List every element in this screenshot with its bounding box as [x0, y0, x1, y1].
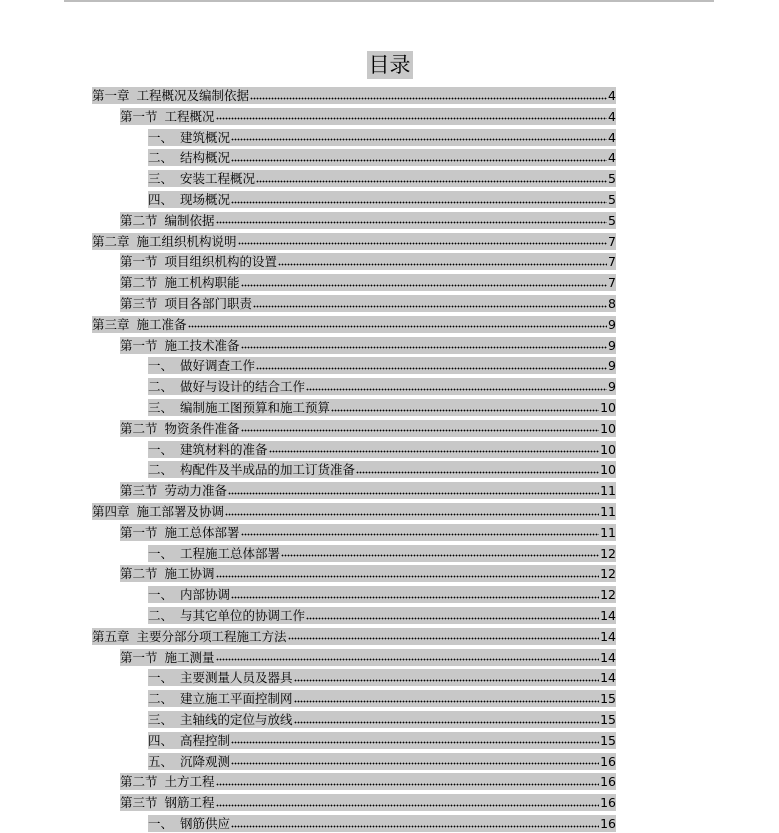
toc-entry-label — [148, 399, 330, 416]
toc-entry-number: 一、 — [148, 441, 174, 457]
toc-entry-page-number: 14 — [600, 670, 616, 686]
toc-entry-text: 项目各部门职责 — [164, 296, 253, 311]
toc-entry-number: 三、 — [148, 171, 174, 187]
dot-leader — [216, 658, 600, 662]
dot-leader — [288, 637, 600, 641]
toc-entry-number: 四、 — [148, 732, 174, 748]
toc-entry[interactable] — [120, 773, 616, 790]
toc-entry[interactable] — [148, 170, 616, 187]
toc-entry-page-number: 7 — [608, 275, 616, 291]
dot-leader — [231, 200, 607, 204]
toc-entry-text: 钢筋供应 — [180, 816, 231, 831]
toc-entry-text: 做好调查工作 — [180, 358, 256, 374]
toc-entry-number: 第一节 — [120, 649, 158, 665]
toc-entry-text: 主要测量人员及器具 — [180, 670, 293, 686]
dot-leader — [269, 450, 600, 454]
toc-entry-label — [92, 87, 249, 104]
toc-entry-page-number: 14 — [600, 608, 616, 623]
toc-entry-page-number: 7 — [608, 254, 616, 270]
toc-entry-page-number: 10 — [600, 420, 616, 436]
toc-entry-label — [148, 191, 230, 208]
toc-entry-number: 第五章 — [92, 628, 130, 644]
toc-entry-page-number: 5 — [608, 171, 616, 187]
toc-entry-label — [120, 649, 215, 666]
dot-leader — [231, 824, 599, 828]
dot-leader — [241, 429, 600, 433]
toc-entry-label — [148, 669, 293, 686]
toc-entry-text: 施工机构职能 — [164, 275, 240, 291]
toc-entry-page-number: 16 — [600, 816, 616, 831]
toc-entry-label — [120, 274, 240, 291]
dot-leader — [253, 304, 607, 308]
toc-entry-number: 第二节 — [120, 420, 158, 436]
toc-entry-label — [148, 586, 230, 603]
toc-entry-label — [148, 545, 280, 562]
toc-entry-number: 二、 — [148, 462, 174, 478]
dot-leader — [278, 262, 607, 266]
toc-entry-text: 与其它单位的协调工作 — [180, 608, 306, 623]
toc-entry-text: 编制依据 — [164, 212, 215, 228]
toc-entry-text: 施工部署及协调 — [136, 504, 225, 519]
toc-entry-label — [120, 253, 277, 270]
toc-entry[interactable] — [148, 399, 616, 416]
toc-entry-label — [120, 524, 240, 541]
dot-leader — [231, 158, 607, 162]
dot-leader — [294, 699, 600, 703]
toc-entry[interactable] — [92, 316, 616, 333]
toc-entry-label — [120, 295, 252, 312]
toc-entry-text: 做好与设计的结合工作 — [180, 379, 306, 395]
toc-entry-number: 第一节 — [120, 254, 158, 270]
toc-entry-page-number: 14 — [600, 628, 616, 644]
toc-entry-page-number: 9 — [608, 316, 616, 332]
dot-leader — [216, 221, 608, 225]
toc-entry-page-number: 9 — [608, 379, 616, 395]
toc-entry-number: 第三节 — [120, 296, 158, 311]
toc-entry-number: 第二节 — [120, 275, 158, 291]
toc-entry-label — [148, 732, 230, 749]
toc-entry-text: 施工准备 — [136, 316, 187, 332]
toc-entry-label — [92, 628, 287, 645]
dot-leader — [225, 512, 599, 516]
toc-entry-text: 土方工程 — [164, 774, 215, 790]
dot-leader — [188, 325, 608, 329]
toc-entry-number: 第三节 — [120, 795, 158, 811]
toc-entry-text: 建立施工平面控制网 — [180, 691, 293, 707]
dot-leader — [216, 803, 600, 807]
toc-entry-label — [148, 711, 293, 728]
toc-entry-page-number: 15 — [600, 732, 616, 748]
toc-entry[interactable] — [120, 274, 616, 291]
dot-leader — [256, 179, 607, 183]
toc-entry-text: 构配件及半成品的加工订货准备 — [180, 462, 356, 478]
toc-entry-text: 高程控制 — [180, 732, 231, 748]
toc-entry-page-number: 11 — [600, 483, 616, 499]
toc-entry-number: 第一节 — [120, 337, 158, 353]
toc-entry[interactable] — [148, 149, 616, 166]
toc-entry-page-number: 7 — [608, 233, 616, 249]
toc-entry-number: 第一节 — [120, 108, 158, 124]
dot-leader — [216, 574, 600, 578]
dot-leader — [306, 616, 599, 620]
page-top-rule — [64, 0, 714, 2]
toc-entry[interactable] — [120, 253, 616, 270]
toc-entry-text: 施工总体部署 — [164, 524, 240, 540]
toc-entry-page-number: 16 — [600, 774, 616, 790]
dot-leader — [241, 346, 608, 350]
toc-entry-page-number: 4 — [608, 108, 616, 124]
toc-entry-label — [120, 482, 227, 499]
toc-entry-page-number: 11 — [600, 504, 616, 519]
toc-entry-number: 一、 — [148, 545, 174, 561]
toc-entry-text: 施工组织机构说明 — [136, 233, 237, 249]
dot-leader — [281, 554, 599, 558]
toc-entry[interactable] — [92, 503, 616, 520]
toc-entry-label — [120, 773, 215, 790]
dot-leader — [228, 491, 599, 495]
toc-entry-label — [148, 129, 230, 146]
toc-entry-label — [148, 149, 230, 166]
toc-entry[interactable] — [148, 607, 616, 624]
dot-leader — [331, 408, 599, 412]
toc-entry-page-number: 4 — [608, 150, 616, 166]
toc-entry[interactable] — [148, 378, 616, 395]
dot-leader — [356, 470, 599, 474]
toc-entry[interactable] — [120, 482, 616, 499]
toc-entry-text: 主轴线的定位与放线 — [180, 712, 293, 727]
toc-entry[interactable] — [92, 628, 616, 645]
toc-entry-text: 工程施工总体部署 — [180, 545, 281, 561]
toc-entry-text: 主要分部分项工程施工方法 — [136, 628, 287, 644]
toc-entry-number: 第二章 — [92, 233, 130, 249]
toc-entry-label — [120, 565, 215, 582]
toc-entry-page-number: 14 — [600, 649, 616, 665]
toc-entry-text: 劳动力准备 — [164, 483, 228, 499]
toc-entry-text: 建筑材料的准备 — [180, 441, 268, 457]
toc-entry[interactable] — [120, 108, 616, 125]
toc-entry-label — [148, 378, 305, 395]
toc-entry-text: 施工协调 — [164, 566, 215, 582]
toc-entry-number: 第二节 — [120, 774, 158, 790]
title-wrapper — [0, 51, 779, 79]
toc-entry-number: 第二节 — [120, 566, 158, 582]
dot-leader — [216, 117, 608, 121]
dot-leader — [238, 242, 608, 246]
toc-entry-page-number: 15 — [600, 712, 616, 727]
toc-title: 目录 — [368, 53, 411, 77]
dot-leader — [231, 762, 599, 766]
toc-entry-number: 四、 — [148, 192, 174, 207]
toc-entry-label — [148, 815, 230, 832]
toc-entry-label — [148, 441, 268, 458]
toc-entry-text: 建筑概况 — [180, 129, 231, 145]
toc-entry-label — [92, 316, 187, 333]
toc-entry-text: 现场概况 — [180, 192, 231, 207]
toc-entry-text: 物资条件准备 — [164, 420, 240, 436]
toc-entry-text: 内部协调 — [180, 587, 231, 603]
toc-entry-page-number: 9 — [608, 358, 616, 374]
toc-entry-label — [148, 607, 305, 624]
toc-entry-text: 施工技术准备 — [164, 337, 240, 353]
toc-entry[interactable] — [92, 87, 616, 104]
toc-entry[interactable] — [120, 420, 616, 437]
toc-entry-text: 安装工程概况 — [180, 171, 256, 187]
toc-entry[interactable] — [148, 753, 616, 770]
toc-entry-text: 钢筋工程 — [164, 795, 215, 811]
toc-entry-page-number: 16 — [600, 753, 616, 769]
toc-entry-number: 二、 — [148, 150, 174, 166]
toc-entry-number: 一、 — [148, 587, 174, 603]
dot-leader — [241, 283, 608, 287]
toc-entry-number: 一、 — [148, 358, 174, 374]
toc-entry[interactable] — [120, 295, 616, 312]
toc-entry-label — [120, 108, 215, 125]
toc-entry-label — [120, 794, 215, 811]
toc-entry[interactable] — [120, 337, 616, 354]
toc-entry-page-number: 12 — [600, 566, 616, 582]
toc-entry-label — [148, 753, 230, 770]
toc-entry-text: 结构概况 — [180, 150, 231, 166]
toc-entry-page-number: 4 — [608, 88, 616, 103]
toc-entry-page-number: 8 — [608, 296, 616, 311]
toc-entry-number: 五、 — [148, 753, 174, 769]
dot-leader — [294, 678, 600, 682]
dot-leader — [231, 595, 599, 599]
toc-entry-text: 沉降观测 — [180, 753, 231, 769]
dot-leader — [231, 741, 599, 745]
toc-entry[interactable] — [148, 461, 616, 478]
toc-entry-label — [120, 212, 215, 229]
toc-entry-number: 二、 — [148, 379, 174, 395]
toc-entry-label — [148, 690, 293, 707]
toc-entry-number: 二、 — [148, 691, 174, 707]
toc-entry[interactable] — [148, 545, 616, 562]
toc-entry-page-number: 11 — [600, 524, 616, 540]
toc-entry-number: 一、 — [148, 129, 174, 145]
toc-entry-page-number: 10 — [600, 462, 616, 478]
toc-entry-text: 工程概况及编制依据 — [136, 88, 250, 103]
toc-entry-number: 第一节 — [120, 524, 158, 540]
toc-entry-text: 项目组织机构的设置 — [164, 254, 278, 270]
toc-entry-label — [92, 503, 224, 520]
toc-entry[interactable] — [120, 794, 616, 811]
toc-entry[interactable] — [148, 690, 616, 707]
toc-entry-label — [120, 337, 240, 354]
toc-entry-label — [148, 170, 255, 187]
toc-entry[interactable] — [120, 524, 616, 541]
toc-entry-text: 施工测量 — [164, 649, 215, 665]
toc-entry-number: 三、 — [148, 400, 174, 415]
toc-entry-number: 第四章 — [92, 504, 130, 519]
toc-entry-page-number: 10 — [600, 441, 616, 457]
toc-entry-page-number: 15 — [600, 691, 616, 707]
toc-entry-page-number: 10 — [600, 400, 616, 415]
toc-entry[interactable] — [148, 669, 616, 686]
toc-entry-page-number: 5 — [608, 212, 616, 228]
toc-entry-number: 二、 — [148, 608, 174, 623]
toc-entry-label — [148, 461, 355, 478]
toc-entry-number: 三、 — [148, 712, 174, 727]
toc-entry[interactable] — [120, 212, 616, 229]
toc-entry[interactable] — [148, 815, 616, 832]
toc-entry[interactable] — [148, 441, 616, 458]
toc-entry[interactable] — [120, 565, 616, 582]
toc-entry-page-number: 12 — [600, 587, 616, 603]
toc-entry-text: 工程概况 — [164, 108, 215, 124]
toc-entry[interactable] — [148, 732, 616, 749]
toc-entry-page-number: 12 — [600, 545, 616, 561]
toc-entry[interactable] — [148, 711, 616, 728]
toc-entry-page-number: 5 — [608, 192, 616, 207]
toc-entry-label — [92, 233, 237, 250]
dot-leader — [256, 366, 607, 370]
dot-leader — [250, 96, 607, 100]
toc-entry[interactable] — [120, 649, 616, 666]
dot-leader — [216, 782, 600, 786]
toc-entry[interactable] — [148, 129, 616, 146]
dot-leader — [241, 533, 600, 537]
toc-entry-page-number: 4 — [608, 129, 616, 145]
toc-entry-text: 编制施工图预算和施工预算 — [180, 400, 331, 415]
dot-leader — [306, 387, 607, 391]
toc-entry[interactable] — [92, 233, 616, 250]
toc-entry[interactable] — [148, 586, 616, 603]
toc-entry-number: 第一章 — [92, 88, 130, 103]
dot-leader — [231, 138, 607, 142]
toc-entry-number: 一、 — [148, 816, 174, 831]
toc-entry[interactable] — [148, 357, 616, 374]
dot-leader — [294, 720, 600, 724]
toc-entry[interactable] — [148, 191, 616, 208]
toc-entry-number: 一、 — [148, 670, 174, 686]
toc-entry-number: 第三节 — [120, 483, 158, 499]
toc-entry-label — [120, 420, 240, 437]
toc-entry-page-number: 16 — [600, 795, 616, 811]
toc-entry-number: 第二节 — [120, 212, 158, 228]
toc-entry-page-number: 9 — [608, 337, 616, 353]
toc-entry-number: 第三章 — [92, 316, 130, 332]
toc-entry-label — [148, 357, 255, 374]
